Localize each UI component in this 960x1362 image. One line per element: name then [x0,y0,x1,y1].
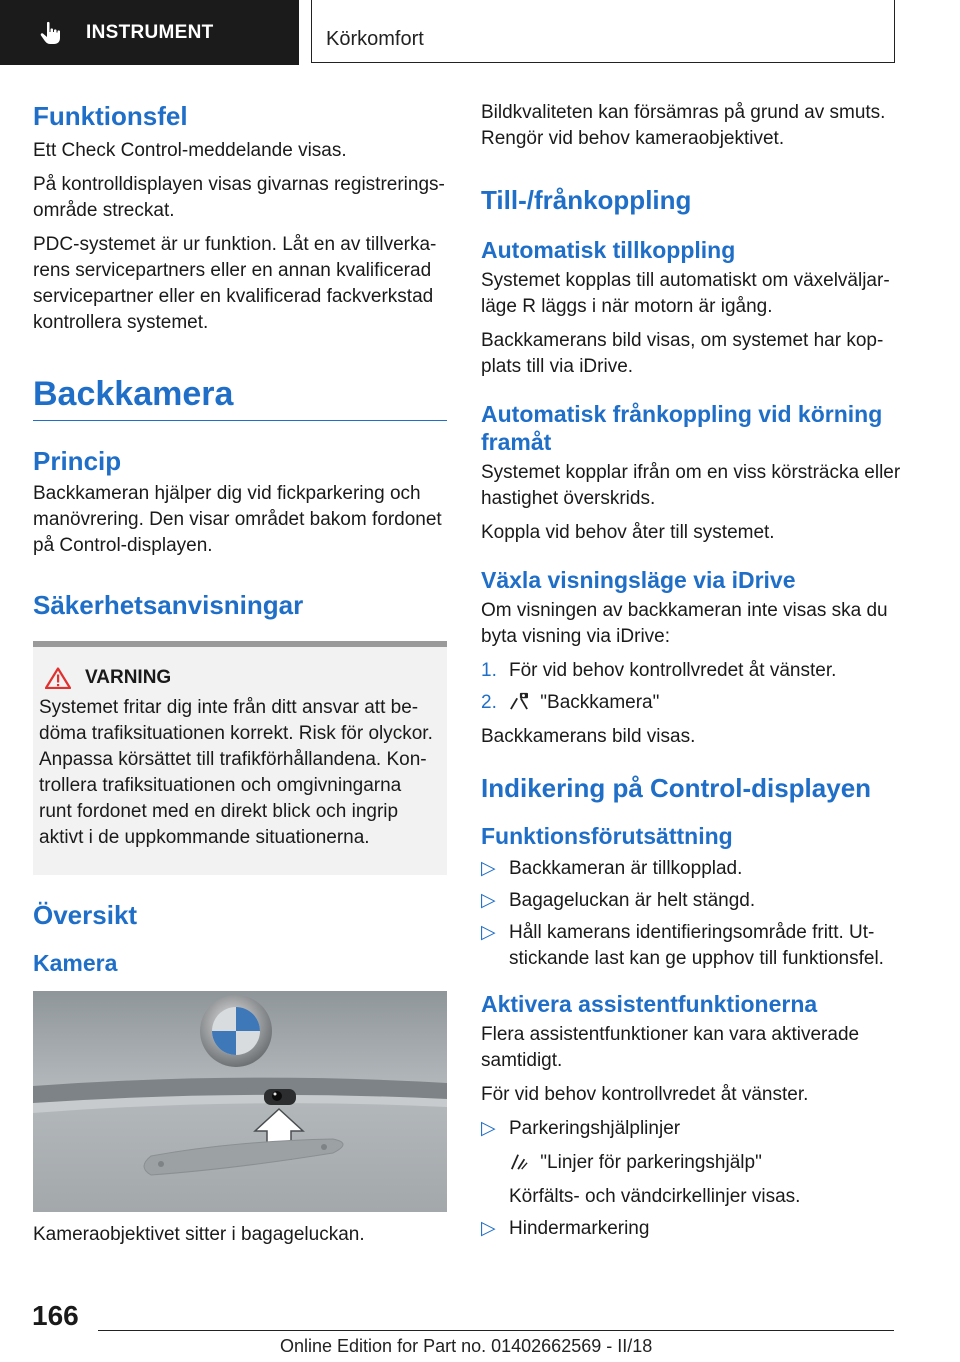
bullet-marker: ▷ [481,890,496,911]
vaxla-text: Om visningen av backkameran inte visas ska du byta visning via iDrive: [481,600,888,647]
funktionsfel-text-2: På kontrolldisplayen visas givarnas registreringsområde streckat. [33,174,445,221]
warning-title: VARNING [85,667,172,688]
list-item-text: Backkameran är tillkopplad. [509,858,743,879]
auto-till-text-2: Backkamerans bild visas, om systemet har kopplats till via iDrive. [481,330,884,377]
aktivera-text-2: För vid behov kontrollvredet åt vänster. [481,1084,809,1105]
footer-rule [98,1330,894,1331]
warning-triangle-icon [45,667,71,689]
auto-fran-text-2: Koppla vid behov åter till systemet. [481,522,775,543]
chapter-label: Körkomfort [326,28,424,50]
step-item [481,690,901,716]
list-item [481,856,901,882]
funktionsfel-heading: Funktionsfel [33,101,188,131]
aktivera-heading: Aktivera assistentfunktionerna [481,991,818,1017]
assist-list [481,1116,901,1242]
funktionsfel-text-3: PDC-systemet är ur funktion. Låt en av tillverkarens servicepartners eller en annan kvalificerad servicepartner eller en kvalificerad fackverkstad kontrollera systemet. [33,234,437,333]
bullet-marker: ▷ [481,858,496,879]
rear-camera-icon [509,692,529,710]
conditions-list [481,856,901,972]
warning-box [33,641,447,875]
step-text: "Backkamera" [540,692,660,713]
trunk-camera-illustration [33,991,447,1212]
sub-item-text: Körfälts- och vändcirkellinjer visas. [509,1186,801,1207]
vaxla-result: Backkamerans bild visas. [481,726,696,747]
section-tab[interactable] [0,0,299,65]
hand-pointer-icon [38,20,64,46]
warning-text: Systemet fritar dig inte från ditt ansvar att bedöma trafiksituationen korrekt. Risk för olyckor. Anpassa körsättet till trafikförhållandena. Kontrollera trafiksituationen och omgivningarna runt fordonet med en direkt blick och ingrip aktivt i de uppkommande situationerna. [39,697,433,848]
step-marker: 1. [481,660,497,681]
list-item [481,1216,901,1242]
page-number: 166 [32,1300,79,1331]
backkamera-heading: Backkamera [33,375,234,413]
list-item-text: Parkeringshjälplinjer [509,1118,681,1139]
photo-caption: Kameraobjektivet sitter i bagageluckan. [33,1224,365,1245]
parking-lines-icon [509,1152,529,1170]
step-marker: 2. [481,692,497,713]
bullet-marker: ▷ [481,1218,496,1239]
section-label: INSTRUMENT [86,21,214,43]
auto-till-text-1: Systemet kopplas till automatiskt om växelväljarläge R läggs i när motorn är igång. [481,270,890,317]
princip-heading: Princip [33,446,122,476]
sub-item-label: "Linjer för parkeringshjälp" [540,1152,762,1173]
step-item [481,658,901,684]
kamera-heading: Kamera [33,950,118,976]
step-text: För vid behov kontrollvredet åt vänster. [509,660,837,681]
right-column [481,100,901,1250]
aktivera-text-1: Flera assistentfunktioner kan vara aktiverade samtidigt. [481,1024,860,1071]
sakerhet-heading: Säkerhetsanvisningar [33,590,304,620]
list-item-text: Bagageluckan är helt stängd. [509,890,756,911]
auto-till-heading: Automatisk tillkoppling [481,237,736,263]
intro-text: Bildkvaliteten kan försämras på grund av smuts. Rengör vid behov kameraobjektivet. [481,102,886,149]
chapter-box [311,0,895,63]
list-item [481,888,901,914]
oversikt-heading: Översikt [33,900,138,930]
vaxla-heading: Växla visningsläge via iDrive [481,567,796,593]
bullet-marker: ▷ [481,922,496,943]
camera-photo [33,991,447,1212]
list-item-text: Hindermarkering [509,1218,650,1239]
list-item [481,1116,901,1210]
list-item [481,920,901,972]
till-heading: Till-/frånkoppling [481,185,692,215]
bullet-marker: ▷ [481,1118,496,1139]
list-item-text: Håll kamerans identifieringsområde fritt. Utstickande last kan ge upphov till funktionsfel. [509,922,884,969]
auto-fran-text-1: Systemet kopplar ifrån om en viss körsträcka eller hastighet överskrids. [481,462,901,509]
forutsattning-heading: Funktionsförutsättning [481,823,733,849]
indikering-heading: Indikering på Control-displayen [481,773,872,803]
princip-text: Backkameran hjälper dig vid fickparkering och manövrering. Den visar området bakom fordonet på Control-displayen. [33,483,442,556]
funktionsfel-text-1: Ett Check Control-meddelande visas. [33,140,347,161]
auto-fran-heading: Automatisk frånkoppling vid körning framåt [481,401,883,455]
edition-text: Online Edition for Part no. 01402662569 - II/18 [280,1336,653,1356]
vaxla-steps [481,658,901,716]
left-column [33,100,447,1256]
